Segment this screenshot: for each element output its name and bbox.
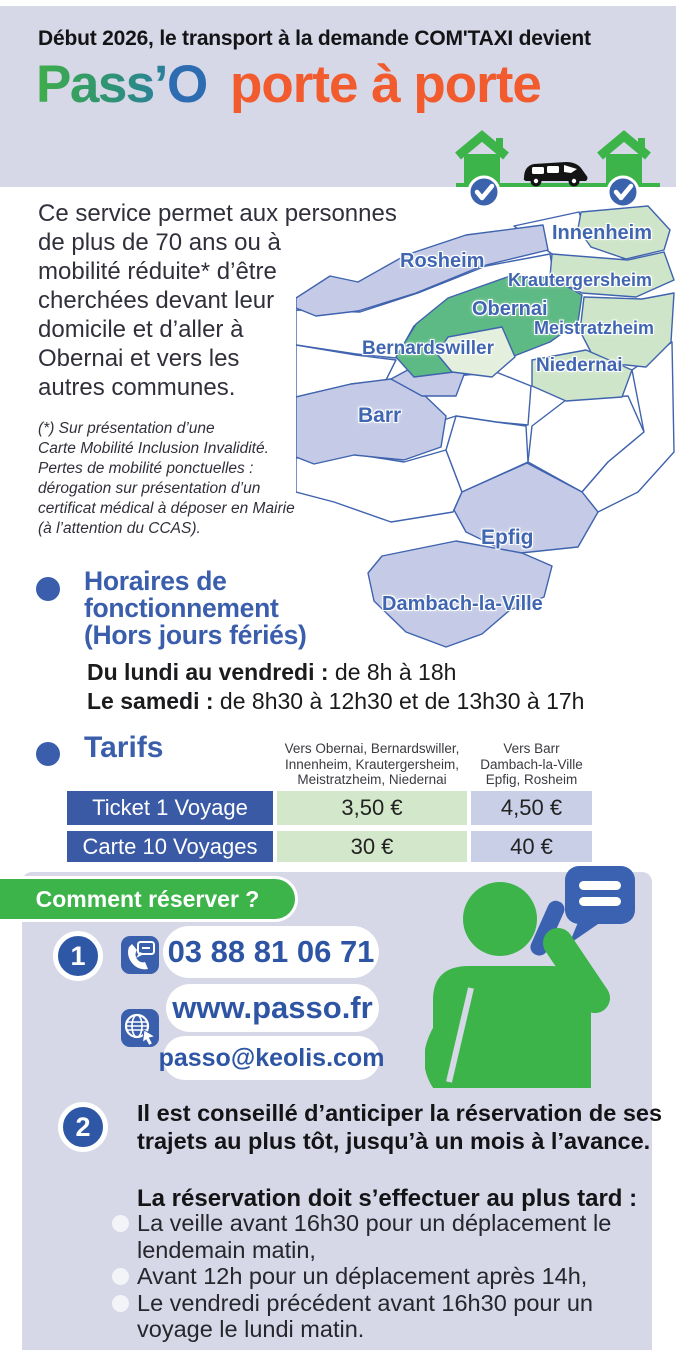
map-label-innenheim: Innenheim	[552, 222, 653, 244]
person-head	[463, 882, 537, 956]
footnote-line: Pertes de mobilité ponctuelles :	[38, 460, 254, 477]
step2-badge: 2	[58, 1102, 108, 1152]
map-label-krautergersheim: Krautergersheim	[508, 270, 653, 290]
tarifs-header-line: Epfig, Rosheim	[485, 772, 578, 787]
email-address[interactable]: passo@keolis.com	[163, 1036, 380, 1080]
section-bullet-icon	[36, 577, 60, 601]
schedule-weekday-label: Du lundi au vendredi :	[87, 659, 329, 685]
map-label-barr: Barr	[358, 404, 402, 427]
footnote	[38, 419, 295, 539]
deadline-title: La réservation doit s’effectuer au plus tard :	[137, 1185, 638, 1212]
map-label-bernardswiller: Bernardswiller	[362, 338, 494, 359]
globe-icon	[121, 1009, 159, 1047]
brand-logo	[36, 54, 541, 115]
advice-line: Il est conseillé d’anticiper la réservation de ses	[137, 1100, 663, 1126]
intro-line: cherchées devant leur	[38, 287, 275, 314]
deadline-line: Avant 12h pour un déplacement après 14h,	[137, 1263, 588, 1289]
map-label-rosheim: Rosheim	[400, 250, 485, 272]
logo-suffix: porte à porte	[229, 55, 541, 114]
deadline-line: voyage le lundi matin.	[137, 1316, 365, 1342]
tarifs-price-cell: 4,50 €	[471, 791, 592, 825]
kicker-text: Début 2026, le transport à la demande COM'TAXI devient	[38, 27, 591, 50]
footnote-line: Carte Mobilité Inclusion Invalidité.	[38, 440, 269, 457]
step1-badge: 1	[53, 931, 103, 981]
horaires-title-line: Horaires de	[84, 566, 227, 596]
tarifs-price-cell: 40 €	[471, 831, 592, 862]
footnote-line: (*) Sur présentation d’une	[38, 420, 215, 437]
map-label-meistratzheim: Meistratzheim	[534, 318, 655, 338]
phone-icon	[121, 936, 159, 974]
service-area-map	[296, 200, 676, 670]
schedule-text	[87, 658, 584, 716]
schedule-saturday-label: Le samedi :	[87, 688, 214, 714]
tarifs-header-line: Vers Barr	[503, 741, 560, 756]
footnote-line: dérogation sur présentation d’un	[38, 480, 261, 497]
intro-line: domicile et d’aller à	[38, 316, 244, 343]
horaires-title	[84, 568, 307, 649]
tarifs-price-cell: 3,50 €	[277, 791, 467, 825]
person-on-phone-illustration	[425, 858, 655, 1088]
intro-line: Obernai et vers les	[38, 345, 240, 372]
intro-line: Ce service permet aux personnes	[38, 200, 397, 227]
logo-o: O	[167, 55, 207, 114]
deadline-line: lendemain matin,	[137, 1236, 316, 1263]
deadline-line: Le vendredi précédent avant 16h30 pour un	[137, 1289, 593, 1316]
deadline-line: La veille avant 16h30 pour un déplacement le	[137, 1210, 612, 1236]
schedule-saturday	[87, 687, 584, 716]
intro-line: de plus de 70 ans ou à	[38, 229, 281, 256]
intro-line: autres communes.	[38, 374, 236, 401]
tarifs-row-label: Carte 10 Voyages	[67, 831, 273, 862]
schedule-saturday-value: de 8h30 à 12h30 et de 13h30 à 17h	[213, 688, 585, 714]
section-bullet-icon	[36, 742, 60, 766]
logo-pass: Pass’	[36, 55, 168, 114]
intro-line: mobilité réduite* d’être	[38, 258, 277, 285]
website-url[interactable]: www.passo.fr	[166, 984, 379, 1032]
tarifs-header-line: Innenheim, Krautergersheim,	[284, 756, 460, 772]
tarifs-row-label: Ticket 1 Voyage	[67, 791, 273, 825]
schedule-weekday	[87, 658, 584, 687]
tarifs-header-line: Dambach-la-Ville	[480, 756, 583, 772]
list-bullet-icon	[112, 1268, 129, 1285]
tarifs-header-line: Vers Obernai, Bernardswiller,	[284, 741, 460, 756]
list-bullet-icon	[112, 1295, 129, 1312]
phone-number[interactable]: 03 88 81 06 71	[163, 926, 379, 978]
tarifs-price-cell: 30 €	[277, 831, 467, 862]
reservation-title-banner: Comment réserver ?	[0, 876, 298, 922]
schedule-weekday-value: de 8h à 18h	[328, 659, 457, 685]
footnote-line: (à l’attention du CCAS).	[38, 520, 201, 537]
map-label-dambach-la-ville: Dambach-la-Ville	[382, 593, 543, 615]
footnote-line: certificat médical à déposer en Mairie	[38, 500, 295, 517]
tarifs-column2-header	[471, 741, 592, 788]
deadline-list	[137, 1210, 611, 1343]
tarifs-title: Tarifs	[84, 731, 164, 764]
list-bullet-icon	[112, 1215, 129, 1232]
tarifs-column1-header	[272, 741, 472, 788]
speech-bubble-icon	[565, 866, 635, 944]
horaires-title-line: fonctionnement	[84, 593, 279, 623]
map-label-epfig: Epfig	[481, 526, 534, 549]
advice-text	[137, 1099, 662, 1155]
map-label-niedernai: Niedernai	[536, 355, 623, 376]
horaires-title-line: (Hors jours fériés)	[84, 620, 307, 650]
van-icon	[524, 162, 588, 187]
advice-line: trajets au plus tôt, jusqu’à un mois à l’avance.	[137, 1128, 651, 1154]
person-elbow	[435, 1026, 447, 1080]
map-label-obernai: Obernai	[472, 298, 548, 320]
tarifs-header-line: Meistratzheim, Niedernai	[297, 772, 447, 787]
